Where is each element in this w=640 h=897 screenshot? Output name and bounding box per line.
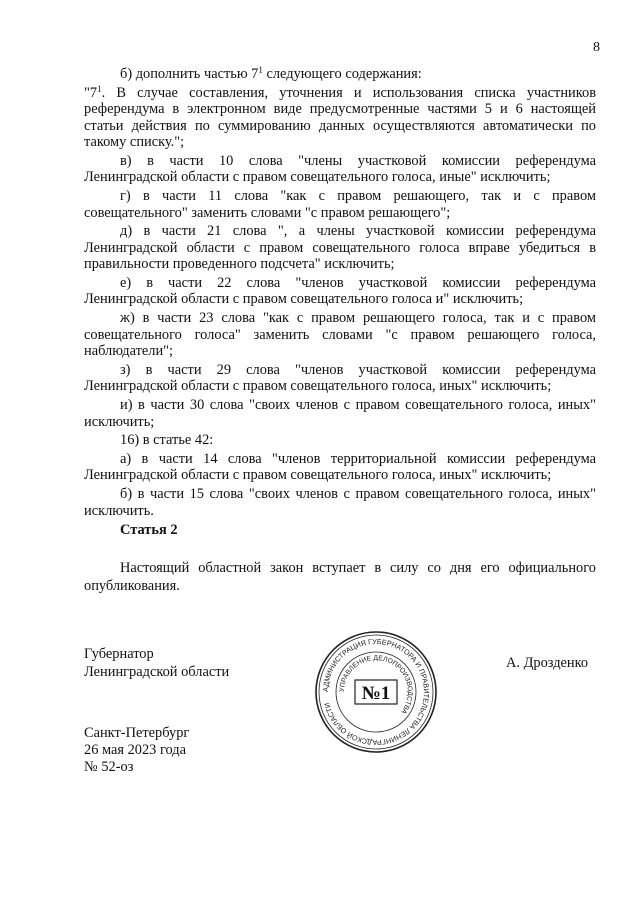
paragraph-b42 [84, 486, 596, 519]
paragraph-z [84, 362, 596, 395]
article-title: Статья 2 [120, 522, 178, 538]
document-footer [84, 725, 189, 776]
paragraph-text: в) в части 10 слова "члены участковой комиссии референдума Ленинградской области с правом совещательного голоса, иные" исключить; [84, 152, 596, 186]
signer-position-line2: Ленинградской области [84, 664, 230, 680]
paragraph-text: б) дополнить частью 7 [120, 66, 259, 82]
paragraph-text: 16) в статье 42: [120, 432, 214, 449]
stamp-outer-text: АДМИНИСТРАЦИЯ ГУБЕРНАТОРА И ПРАВИТЕЛЬСТВА ЛЕНИНГРАДСКОЙ ОБЛАСТИ [320, 636, 432, 748]
signer-position-line1: Губернатор [84, 646, 154, 662]
footer-city: Санкт-Петербург [84, 725, 190, 741]
signer-position [84, 645, 229, 681]
article-text: Настоящий областной закон вступает в силу со дня его официального опубликования. [84, 560, 596, 594]
footer-law-number: № 52-оз [84, 759, 134, 775]
paragraph-text: а) в части 14 слова "членов территориальной комиссии референдума Ленинградской области с правом совещательного голоса, иных" исключить; [84, 450, 596, 484]
paragraph-text: 1 [97, 83, 102, 94]
paragraph-text: . В случае составления, уточнения и использования списка участников референдума в электронном виде предусмотренные частями 5 и 6 настоящей статьи действия по суммированию данных осуществляются автоматически по такому списку."; [84, 84, 596, 151]
paragraph-p16 [84, 432, 596, 449]
paragraph-zh [84, 310, 596, 360]
page-number: 8 [593, 40, 600, 55]
stamp-number: №1 [361, 683, 391, 704]
paragraph-g [84, 188, 596, 221]
paragraph-text: "7 [84, 84, 98, 101]
paragraph-e [84, 275, 596, 308]
paragraph-text: д) в части 21 слова ", а члены участковой комиссии референдума Ленинградской области с правом совещательного голоса вправе убедиться в правильности проведенного подсчета" исключить; [84, 223, 596, 273]
stamp-inner-text: УПРАВЛЕНИЕ ДЕЛОПРОИЗВОДСТВА [338, 654, 414, 715]
paragraph-i [84, 397, 596, 430]
footer-date: 26 мая 2023 года [84, 742, 187, 758]
paragraph-text: е) в части 22 слова "членов участковой комиссии референдума Ленинградской области с правом совещательного голоса и" исключить; [84, 274, 596, 308]
paragraph-v [84, 153, 596, 186]
law-amendments-text [84, 66, 596, 521]
paragraph-text: следующего содержания: [262, 66, 422, 82]
paragraph-b [84, 66, 596, 83]
paragraph-text: 1 [258, 65, 263, 75]
paragraph-a42 [84, 451, 596, 484]
paragraph-quote [84, 85, 596, 151]
signer-name: А. Дрозденко [506, 655, 589, 671]
paragraph-d [84, 223, 596, 273]
official-seal-stamp [314, 630, 438, 754]
paragraph-text: г) в части 11 слова "как с правом решающего, так и с правом совещательного" заменить словами "с правом решающего"; [84, 188, 596, 221]
paragraph-text: и) в части 30 слова "своих членов с правом совещательного голоса, иных" исключить; [84, 397, 596, 430]
paragraph-text: з) в части 29 слова "членов участковой комиссии референдума Ленинградской области с правом совещательного голоса, иных" исключить; [84, 361, 596, 395]
paragraph-text: б) в части 15 слова "своих членов с правом совещательного голоса, иных" исключить. [84, 486, 596, 519]
paragraph-text: ж) в части 23 слова "как с правом решающего голоса, так и с правом совещательного голоса" заменить словами "с правом решающего голоса, наблюдатели"; [84, 310, 596, 360]
